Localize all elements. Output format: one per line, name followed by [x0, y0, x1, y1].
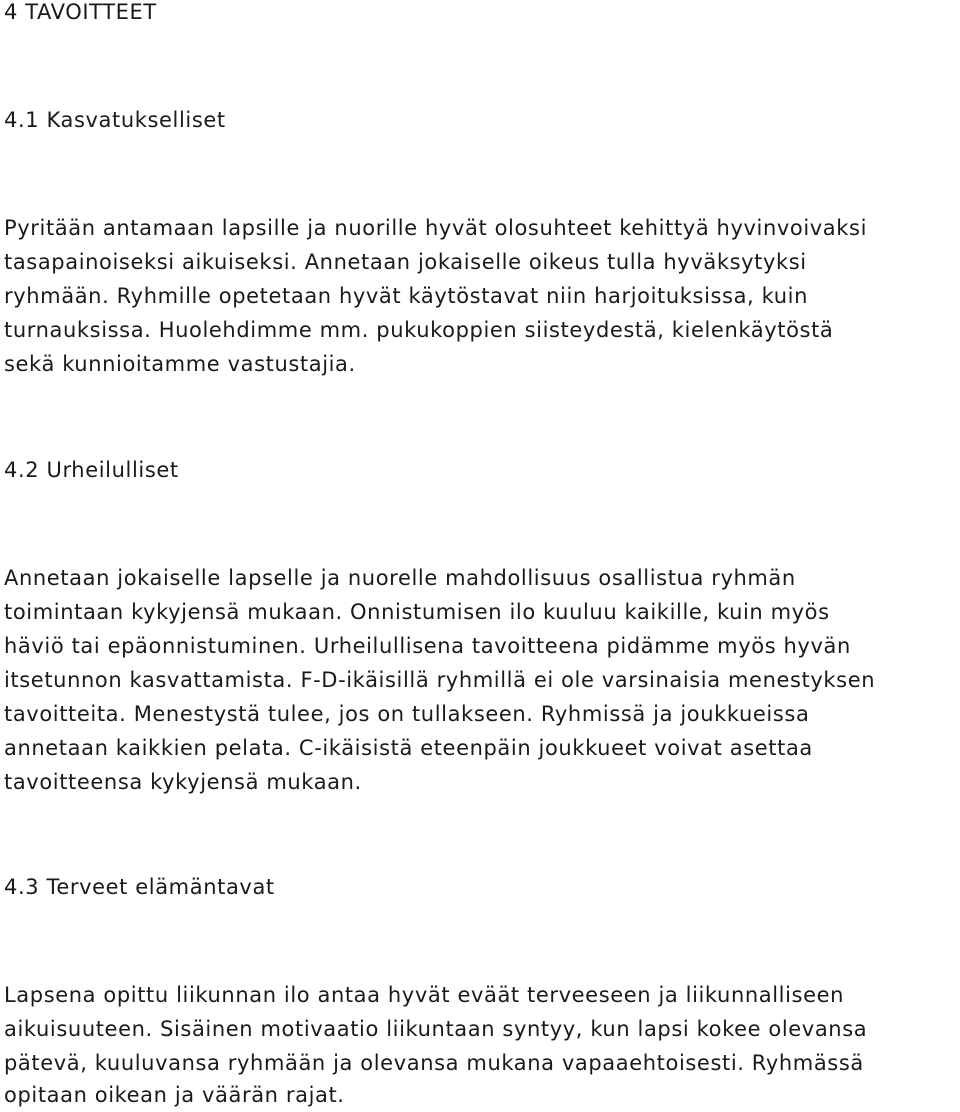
section-heading-4-1: 4.1 Kasvatukselliset — [4, 108, 226, 132]
paragraph-line: ryhmään. Ryhmille opetetaan hyvät käytöstavat niin harjoituksissa, kuin — [4, 284, 808, 308]
paragraph-line: tavoitteita. Menestystä tulee, jos on tullakseen. Ryhmissä ja joukkueissa — [4, 702, 810, 726]
paragraph-line: tasapainoiseksi aikuiseksi. Annetaan jokaiselle oikeus tulla hyväksytyksi — [4, 250, 807, 274]
section-heading-4-2: 4.2 Urheilulliset — [4, 458, 179, 482]
paragraph-line: turnauksissa. Huolehdimme mm. pukukoppien siisteydestä, kielenkäytöstä — [4, 318, 834, 342]
paragraph-line: tavoitteensa kykyjensä mukaan. — [4, 770, 362, 794]
main-heading: 4 TAVOITTEET — [4, 0, 157, 24]
paragraph-line: itsetunnon kasvattamista. F-D-ikäisillä ryhmillä ei ole varsinaisia menestyksen — [4, 668, 876, 692]
paragraph-line: sekä kunnioitamme vastustajia. — [4, 352, 356, 376]
paragraph-line: häviö tai epäonnistuminen. Urheilullisena tavoitteena pidämme myös hyvän — [4, 634, 851, 658]
paragraph-line: annetaan kaikkien pelata. C-ikäisistä eteenpäin joukkueet voivat asettaa — [4, 736, 813, 760]
paragraph-line: toimintaan kykyjensä mukaan. Onnistumisen ilo kuuluu kaikille, kuin myös — [4, 600, 830, 624]
paragraph-line: opitaan oikean ja väärän rajat. — [4, 1083, 345, 1107]
paragraph-line: aikuisuuteen. Sisäinen motivaatio liikuntaan syntyy, kun lapsi kokee olevansa — [4, 1017, 868, 1041]
paragraph-line: pätevä, kuuluvansa ryhmään ja olevansa mukana vapaaehtoisesti. Ryhmässä — [4, 1051, 864, 1075]
section-heading-4-3: 4.3 Terveet elämäntavat — [4, 875, 275, 899]
paragraph-line: Annetaan jokaiselle lapselle ja nuorelle mahdollisuus osallistua ryhmän — [4, 566, 796, 590]
paragraph-line: Pyritään antamaan lapsille ja nuorille hyvät olosuhteet kehittyä hyvinvoivaksi — [4, 216, 868, 240]
paragraph-line: Lapsena opittu liikunnan ilo antaa hyvät eväät terveeseen ja liikunnalliseen — [4, 983, 845, 1007]
